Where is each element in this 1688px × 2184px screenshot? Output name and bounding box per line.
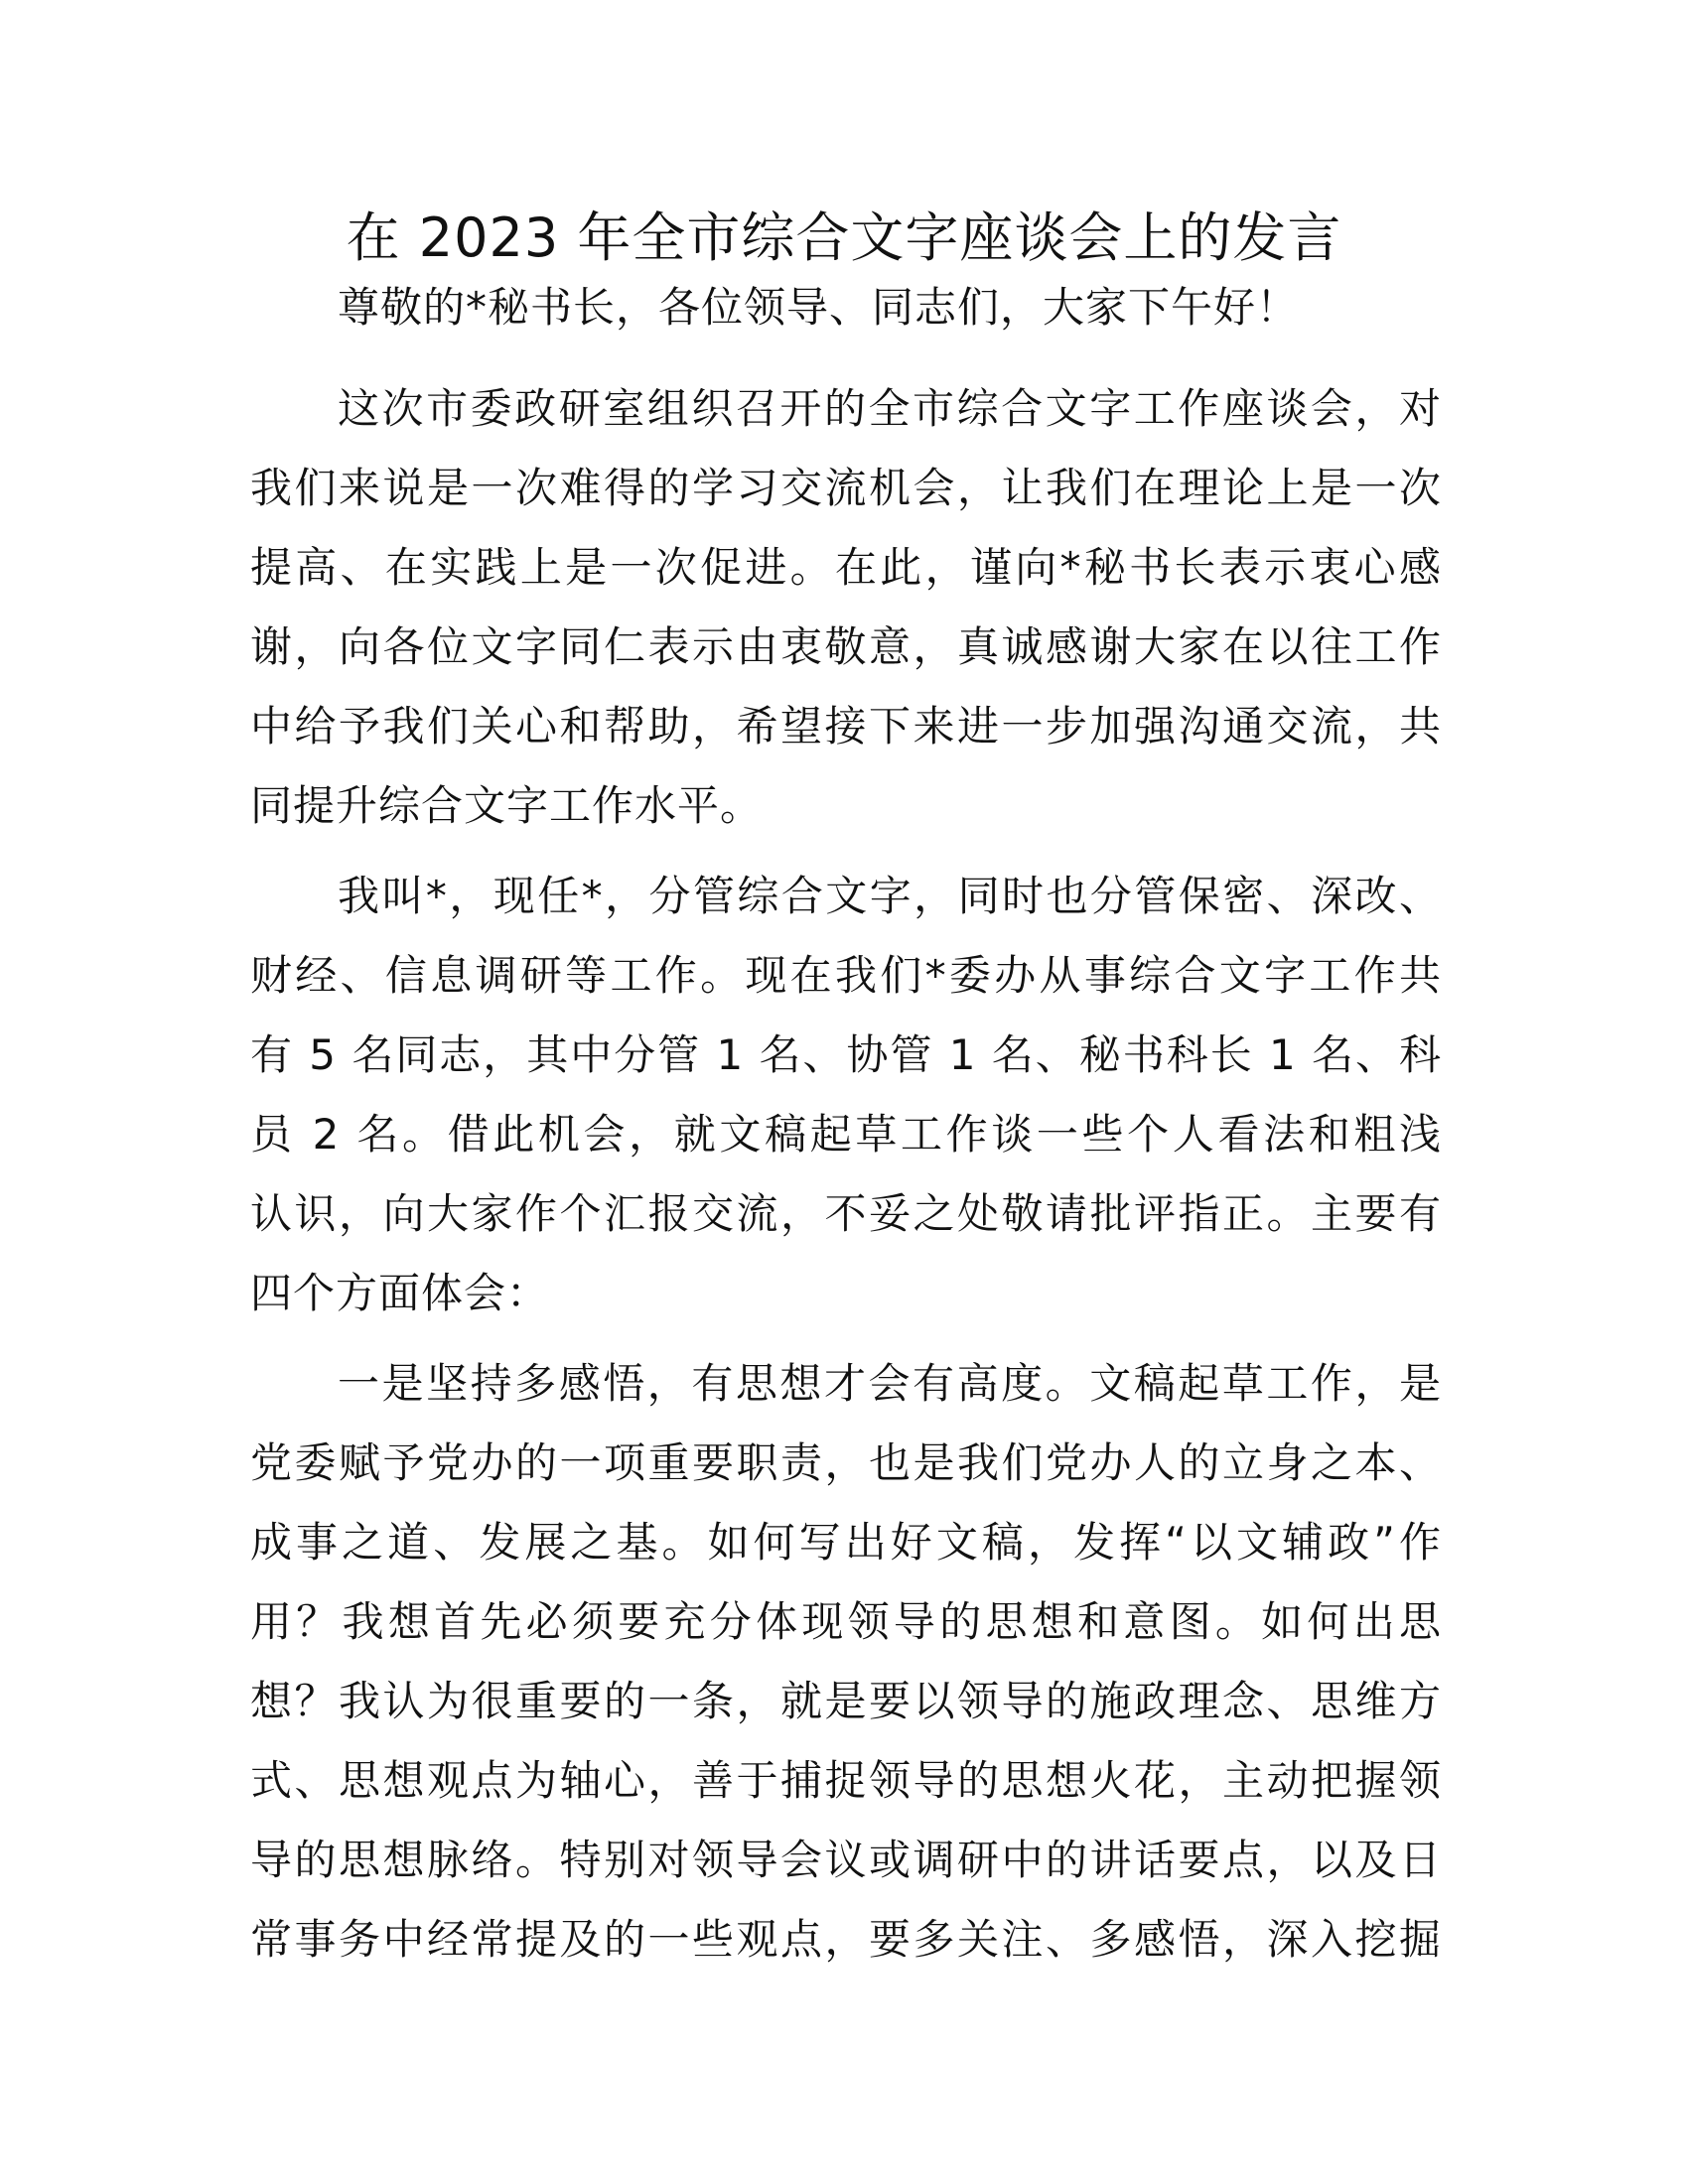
text-line: 党委赋予党办的一项重要职责，也是我们党办人的立身之本、 — [250, 1438, 1442, 1487]
document-body — [250, 268, 1442, 1990]
text-line: 这次市委政研室组织召开的全市综合文字工作座谈会，对 — [338, 384, 1442, 433]
text-line: 同提升综合文字工作水平。 — [250, 781, 764, 830]
paragraph-self-introduction — [250, 857, 1442, 1333]
text-line: 式、思想观点为轴心，善于捕捉领导的思想火花，主动把握领 — [250, 1756, 1442, 1805]
paragraph-intro — [250, 369, 1442, 846]
paragraph-point-one — [250, 1344, 1442, 1979]
text-line: 常事务中经常提及的一些观点，要多关注、多感悟，深入挖掘 — [250, 1915, 1442, 1964]
text-line: 导的思想脉络。特别对领导会议或调研中的讲话要点，以及日 — [250, 1836, 1442, 1884]
text-line: 尊敬的*秘书长，各位领导、同志们，大家下午好！ — [338, 283, 1300, 332]
text-line: 认识，向大家作个汇报交流，不妥之处敬请批评指正。主要有 — [250, 1189, 1442, 1238]
text-line: 四个方面体会： — [250, 1269, 550, 1317]
text-line: 员 2 名。借此机会，就文稿起草工作谈一些个人看法和粗浅 — [250, 1110, 1442, 1159]
document-title: 在 2023 年全市综合文字座谈会上的发言 — [346, 206, 1342, 269]
text-line: 我们来说是一次难得的学习交流机会，让我们在理论上是一次 — [250, 464, 1442, 512]
text-line: 中给予我们关心和帮助，希望接下来进一步加强沟通交流，共 — [250, 702, 1442, 751]
text-line: 提高、在实践上是一次促进。在此，谨向*秘书长表示衷心感 — [250, 543, 1442, 592]
text-line: 有 5 名同志，其中分管 1 名、协管 1 名、秘书科长 1 名、科 — [250, 1030, 1442, 1079]
text-line: 我叫*，现任*，分管综合文字，同时也分管保密、深改、 — [338, 872, 1442, 920]
text-line: 成事之道、发展之基。如何写出好文稿，发挥“以文辅政”作 — [250, 1518, 1442, 1567]
text-line: 想？我认为很重要的一条，就是要以领导的施政理念、思维方 — [250, 1677, 1442, 1725]
text-line: 财经、信息调研等工作。现在我们*委办从事综合文字工作共 — [250, 951, 1442, 1000]
text-line: 用？我想首先必须要充分体现领导的思想和意图。如何出思 — [250, 1597, 1442, 1646]
paragraph-greeting — [250, 268, 1442, 347]
text-line: 谢，向各位文字同仁表示由衷敬意，真诚感谢大家在以往工作 — [250, 622, 1442, 671]
text-line: 一是坚持多感悟，有思想才会有高度。文稿起草工作，是 — [338, 1359, 1442, 1408]
